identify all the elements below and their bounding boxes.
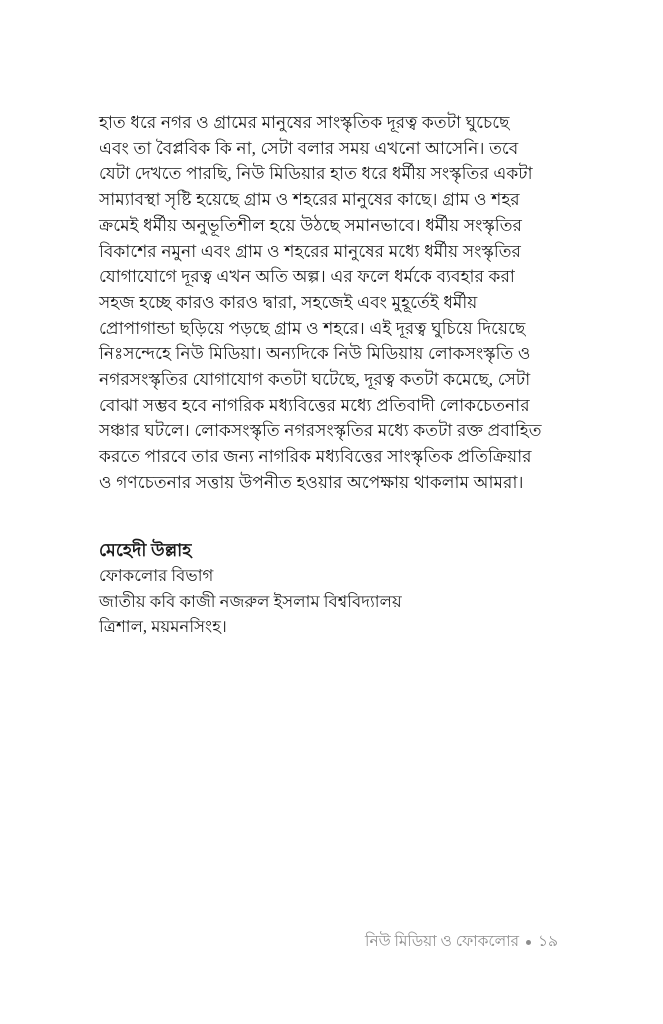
author-name: মেহেদী উল্লাহ	[99, 540, 192, 560]
paragraph-line-text: ও গণচেতনার সত্তায় উপনীত হওয়ার অপেক্ষায় থাকলাম আমরা।	[99, 472, 524, 492]
paragraph-line-text: সহজ হচ্ছে কারও কারও দ্বারা, সহজেই এবং মুহূর্তেই ধর্মীয়	[99, 292, 478, 312]
paragraph-line-text: প্রোপাগান্ডা ছড়িয়ে পড়ছে গ্রাম ও শহরে। এই দূরত্ব ঘুচিয়ে দিয়েছে	[99, 318, 526, 338]
paragraph-line	[99, 136, 558, 162]
author-department: ফোকলোর বিভাগ	[99, 566, 214, 585]
paragraph-line-text: এবং তা বৈপ্লবিক কি না, সেটা বলার সময় এখনো আসেনি। তবে	[99, 138, 519, 158]
paragraph-line	[99, 290, 558, 316]
paragraph-line	[99, 213, 558, 239]
paragraph-line-text: বিকাশের নমুনা এবং গ্রাম ও শহরের মানুষের মধ্যে ধর্মীয় সংস্কৃতির	[99, 241, 521, 261]
paragraph-line	[99, 444, 558, 470]
paragraph-line-text: সঞ্চার ঘটলে। লোকসংস্কৃতি নগরসংস্কৃতির মধ্যে কতটা রক্ত প্রবাহিত	[99, 421, 542, 441]
paragraph-line	[99, 367, 558, 393]
body-paragraph	[99, 110, 558, 496]
paragraph-line-text: বোঝা সম্ভব হবে নাগরিক মধ্যবিত্তের মধ্যে প্রতিবাদী লোকচেতনার	[99, 395, 530, 415]
bullet-icon	[526, 940, 531, 945]
paragraph-line-text: ক্রমেই ধর্মীয় অনুভূতিশীল হয়ে উঠছে সমানভাবে। ধর্মীয় সংস্কৃতির	[99, 215, 522, 235]
paragraph-line-text: সাম্যাবস্থা সৃষ্টি হয়েছে গ্রাম ও শহরের মানুষের কাছে। গ্রাম ও শহর	[99, 190, 520, 210]
body-text-column	[99, 110, 558, 496]
paragraph-line-text: করতে পারবে তার জন্য নাগরিক মধ্যবিত্তের সাংস্কৃতিক প্রতিক্রিয়ার	[99, 447, 532, 467]
author-institution: জাতীয় কবি কাজী নজরুল ইসলাম বিশ্ববিদ্যালয়	[99, 591, 402, 611]
paragraph-line	[99, 418, 558, 444]
author-location: ত্রিশাল, ময়মনসিংহ।	[99, 617, 227, 637]
paragraph-line-text: নগরসংস্কৃতির যোগাযোগ কতটা ঘটেছে, দূরত্ব কতটা কমেছে, সেটা	[99, 370, 531, 390]
paragraph-line-text: যোগাযোগে দূরত্ব এখন অতি অল্প। এর ফলে ধর্মকে ব্যবহার করা	[99, 267, 515, 287]
paragraph-line	[99, 393, 558, 419]
author-signature-block	[99, 537, 558, 640]
paragraph-line-text: নিঃসন্দেহে নিউ মিডিয়া। অন্যদিকে নিউ মিডিয়ায় লোকসংস্কৃতি ও	[99, 344, 531, 364]
paragraph-line	[99, 341, 558, 367]
paragraph-line-text: যেটা দেখতে পারছি, নিউ মিডিয়ার হাত ধরে ধর্মীয় সংস্কৃতির একটা	[99, 164, 533, 184]
page-number: ১৯	[538, 933, 558, 950]
paragraph-line	[99, 161, 558, 187]
page-footer	[365, 932, 558, 952]
paragraph-line	[99, 316, 558, 342]
paragraph-line	[99, 470, 558, 496]
footer-book-title: নিউ মিডিয়া ও ফোকলোর	[365, 933, 520, 950]
paragraph-line-text: হাত ধরে নগর ও গ্রামের মানুষের সাংস্কৃতিক দূরত্ব কতটা ঘুচেছে	[99, 113, 510, 132]
paragraph-line	[99, 187, 558, 213]
paragraph-line	[99, 239, 558, 265]
paragraph-line	[99, 110, 558, 136]
paragraph-line	[99, 264, 558, 290]
